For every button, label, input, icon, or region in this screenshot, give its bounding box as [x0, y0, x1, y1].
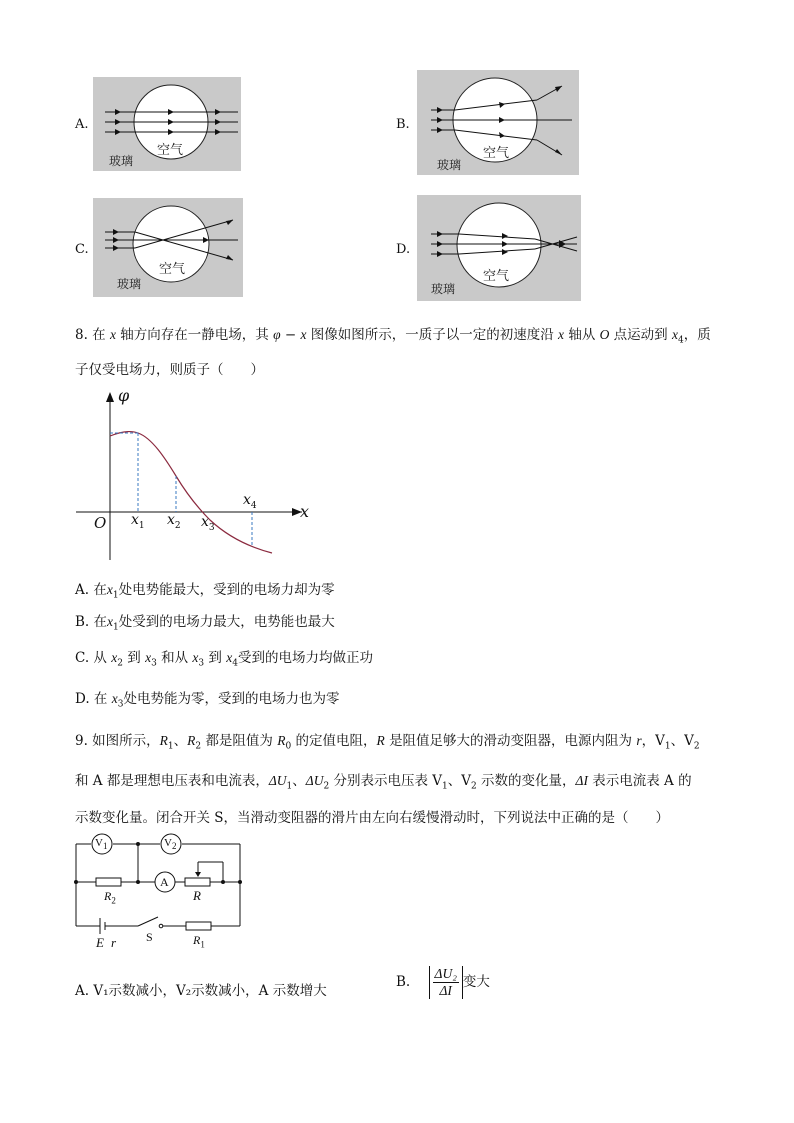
option-d-letter: D. — [396, 242, 411, 257]
q9-stem-line1: 9. 如图所示，$R_1$、$R_2$ 都是阻值为 $R_0$ 的定值电阻，R 是阻值足够大的滑动变阻器，电源内阻为 r，$V_1$、$V_2$ — [75, 733, 700, 752]
x4-label: $x_4$ — [243, 492, 257, 511]
option-c-letter: C. — [75, 242, 89, 257]
q8-stem-line1: 8. 在 x 轴方向存在一静电场，其 φ − x 图像如图所示，一质子以一定的初速度沿 x 轴从 O 点运动到 $x_4$，质 — [75, 327, 711, 346]
q8-option-d: D. 在 $x_3$处电势能为零，受到的电场力也为零 — [75, 691, 340, 710]
r1-label: $R_1$ — [193, 933, 205, 950]
voltmeter-v2: $V_2$ — [164, 837, 177, 852]
switch-label: S — [146, 930, 153, 944]
r2-label: $R_2$ — [104, 889, 116, 906]
glass-label: 玻璃 — [437, 158, 462, 172]
origin-label: O — [94, 514, 107, 532]
glass-label: 玻璃 — [117, 277, 142, 291]
rheostat-label: R — [193, 888, 201, 903]
air-label: 空气 — [483, 146, 510, 161]
q8-stem-line2: 子仅受电场力，则质子（ ） — [75, 362, 264, 378]
option-c-figure — [93, 198, 243, 297]
option-b-letter: B. — [396, 117, 410, 132]
air-label: 空气 — [483, 269, 510, 284]
option-a-letter: A. — [75, 117, 89, 132]
voltmeter-v1: $V_1$ — [95, 837, 108, 852]
internal-resistance-label: r — [111, 935, 117, 950]
q9-circuit-diagram — [68, 832, 258, 952]
q9-stem-line3: 示数变化量。闭合开关 S，当滑动变阻器的滑片由左向右缓慢滑动时，下列说法中正确的是（ ） — [75, 810, 670, 826]
x3-label: $x_3$ — [201, 514, 215, 533]
x-axis-label: x — [300, 502, 310, 521]
q8-option-a: A. 在$x_1$处电势能最大，受到的电场力却为零 — [75, 582, 335, 601]
phi-axis-label: φ — [118, 386, 130, 405]
q9-stem-line2: 和 A 都是理想电压表和电流表，$\Delta U_1$、$\Delta U_2$ 分别表示电压表 $V_1$、$V_2$ 示数的变化量，ΔI 表示电流表 A 的 — [75, 773, 692, 792]
glass-label: 玻璃 — [431, 282, 456, 296]
q9-option-a: A. V₁示数减小，V₂示数减小，A 示数增大 — [75, 983, 327, 999]
q8-option-c: C. 从 $x_2$ 到 $x_3$ 和从 $x_3$ 到 $x_4$受到的电场力均做正功 — [75, 650, 373, 669]
air-label: 空气 — [157, 143, 184, 158]
emf-label: E — [96, 935, 104, 950]
air-label: 空气 — [159, 262, 186, 277]
q9-option-b: B. $\frac{\text{ΔU₂}}{\Delta I}$ 变大 — [396, 966, 490, 998]
q8-phi-x-graph — [70, 386, 320, 562]
glass-label: 玻璃 — [109, 154, 134, 168]
option-d-figure — [417, 195, 581, 301]
option-a-figure — [93, 77, 241, 171]
x1-label: $x_1$ — [131, 512, 145, 531]
ammeter-a: A — [160, 875, 169, 889]
option-b-figure — [417, 70, 579, 175]
q8-option-b: B. 在$x_1$处受到的电场力最大，电势能也最大 — [75, 614, 335, 633]
x2-label: $x_2$ — [167, 512, 181, 531]
